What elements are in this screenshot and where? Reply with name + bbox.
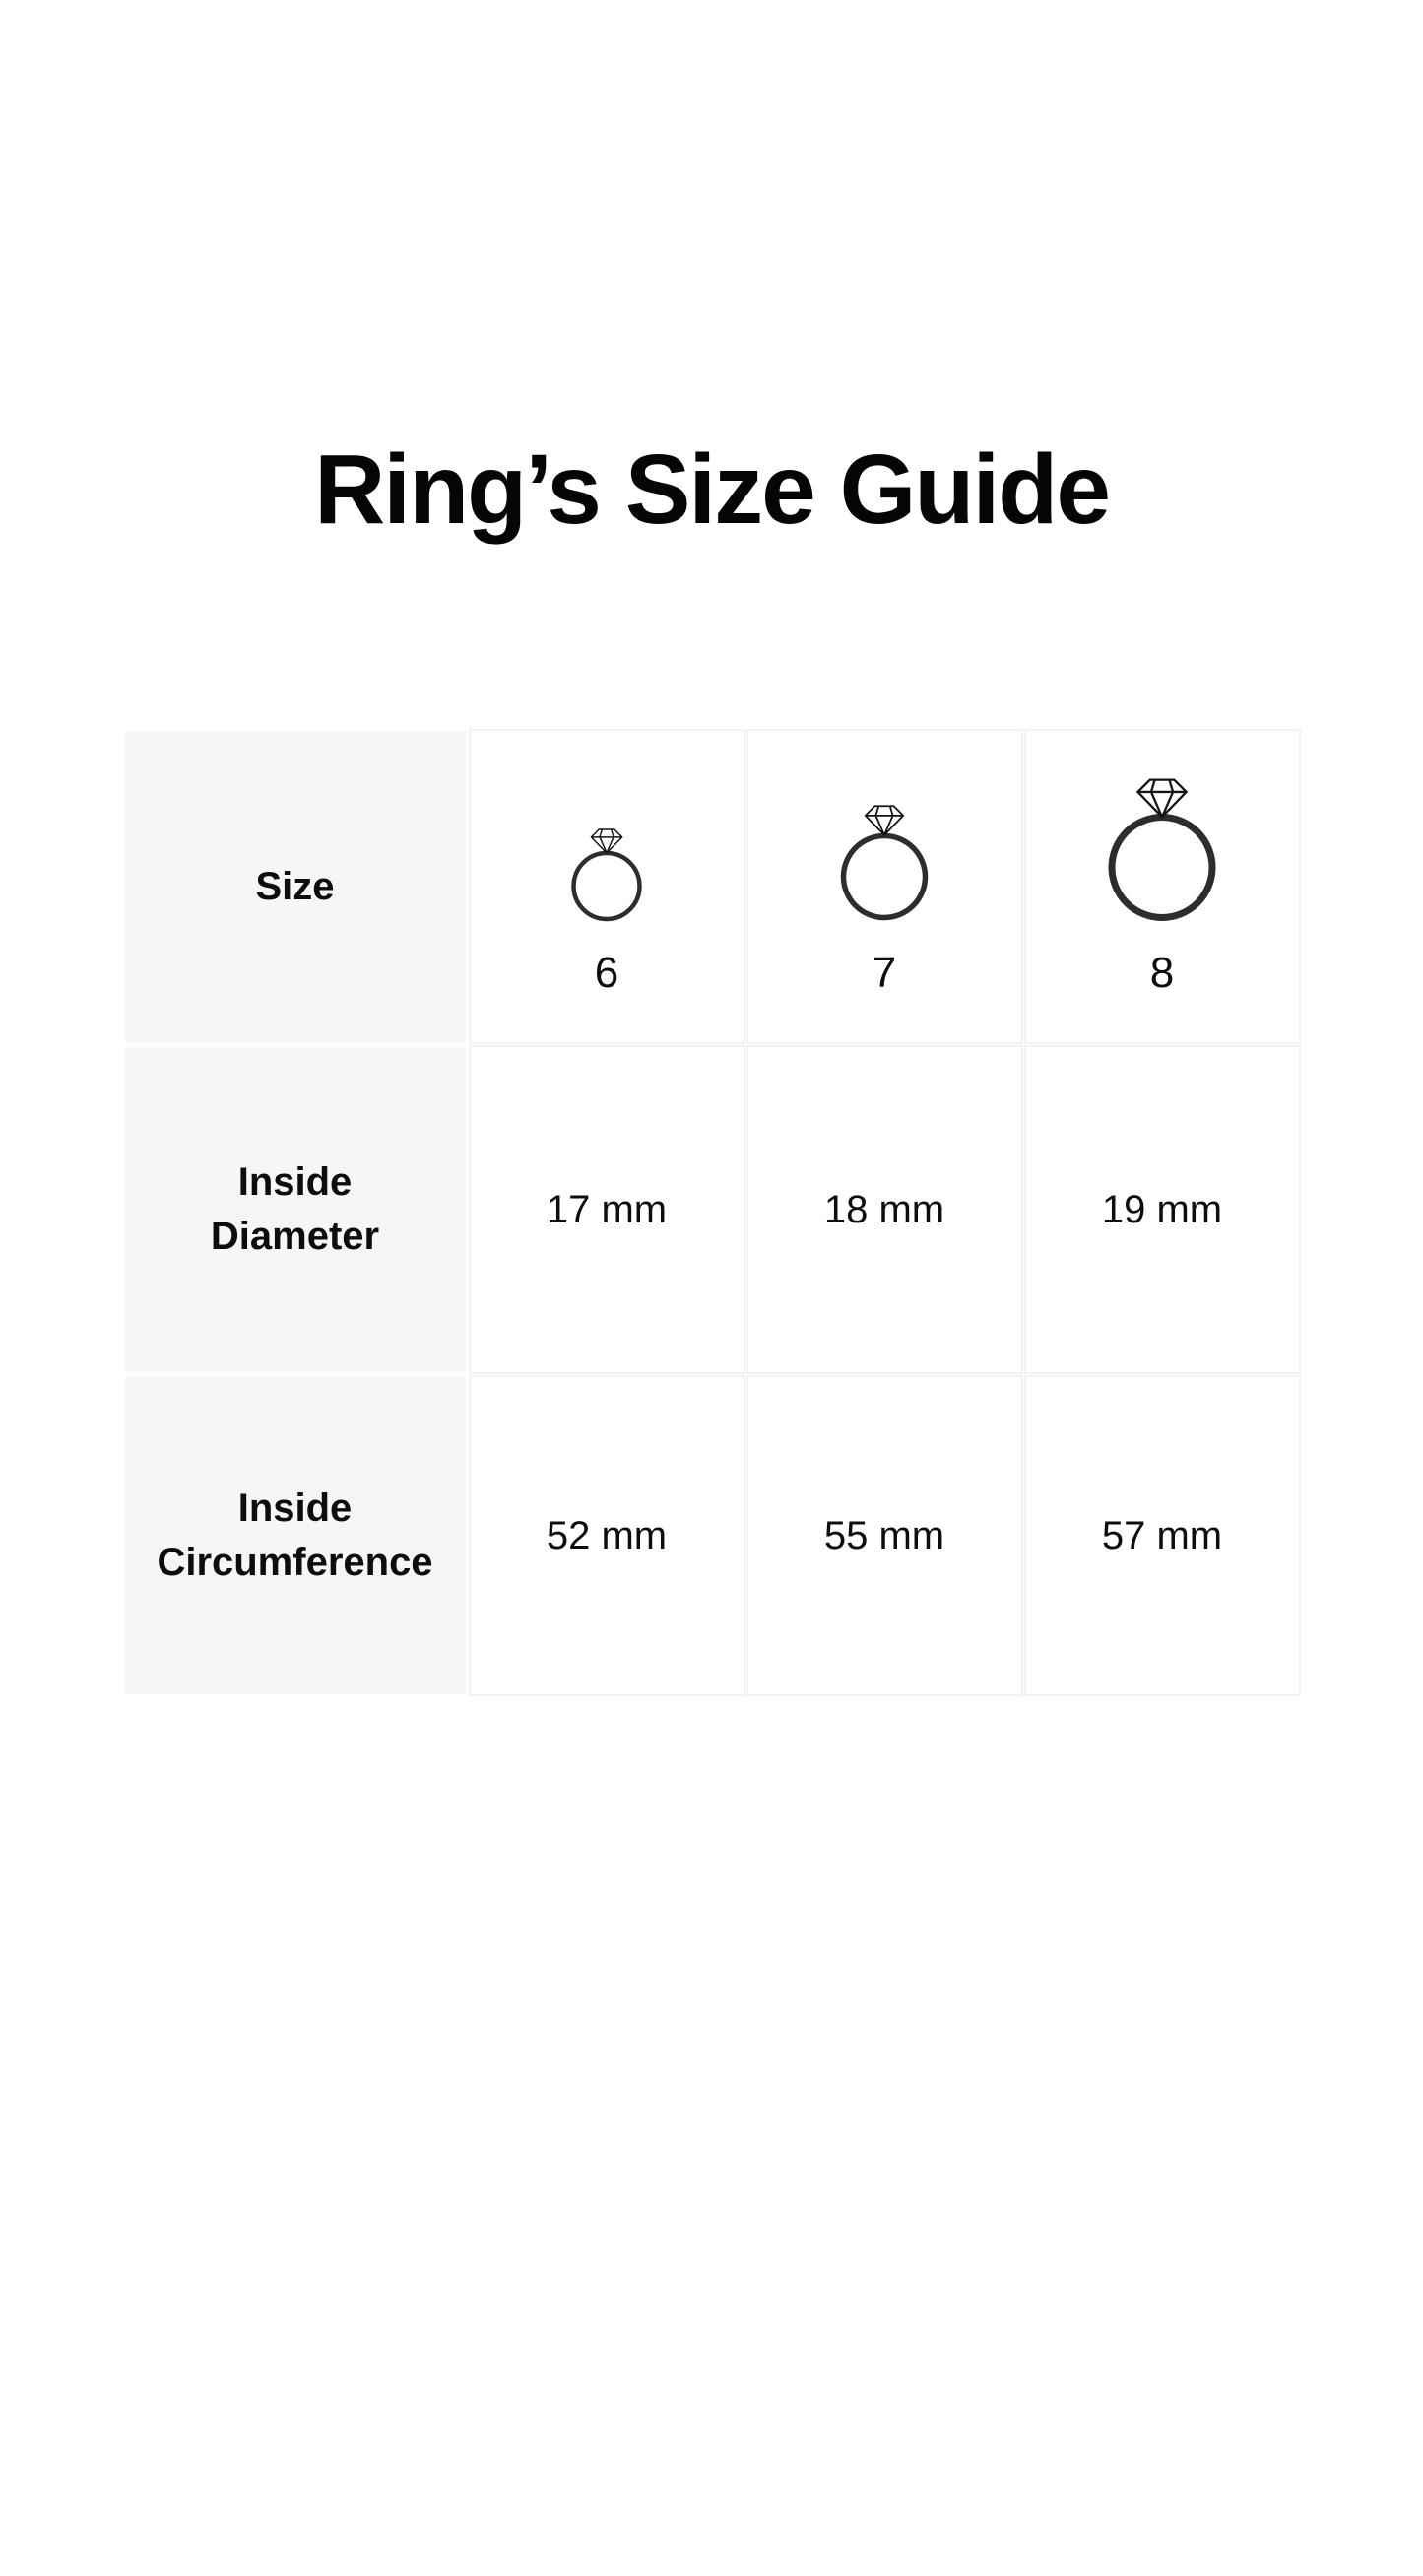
inside-diameter-line1: Inside (237, 1160, 353, 1204)
row-header-inside-circumference (125, 1377, 466, 1694)
size-6-cell (471, 731, 744, 1042)
page-title: Ring’s Size Guide (314, 434, 1109, 545)
circumference-size-7-value: 55 mm (748, 1377, 1021, 1694)
diameter-size-8-value: 19 mm (1026, 1047, 1299, 1372)
inside-circumference-line1: Inside (237, 1486, 353, 1530)
circumference-size-8-value: 57 mm (1026, 1377, 1299, 1694)
row-header-inside-diameter (125, 1047, 466, 1372)
diameter-size-6-value: 17 mm (471, 1047, 744, 1372)
ring-size-7-icon (835, 798, 934, 922)
size-7-label: 7 (872, 949, 897, 997)
ring-size-guide-table (125, 731, 1299, 1694)
size-8-label: 8 (1149, 949, 1175, 997)
inside-circumference-line2: Circumference (157, 1541, 433, 1584)
size-6-label: 6 (594, 949, 619, 997)
diameter-size-7-value: 18 mm (748, 1047, 1021, 1372)
size-8-cell (1026, 731, 1299, 1042)
size-7-cell (748, 731, 1021, 1042)
circumference-size-6-value: 52 mm (471, 1377, 744, 1694)
row-header-size-label: Size (255, 864, 335, 908)
inside-diameter-line2: Diameter (210, 1215, 380, 1258)
ring-size-6-icon (565, 823, 648, 922)
row-header-size (125, 731, 466, 1042)
ring-size-8-icon (1103, 776, 1221, 922)
